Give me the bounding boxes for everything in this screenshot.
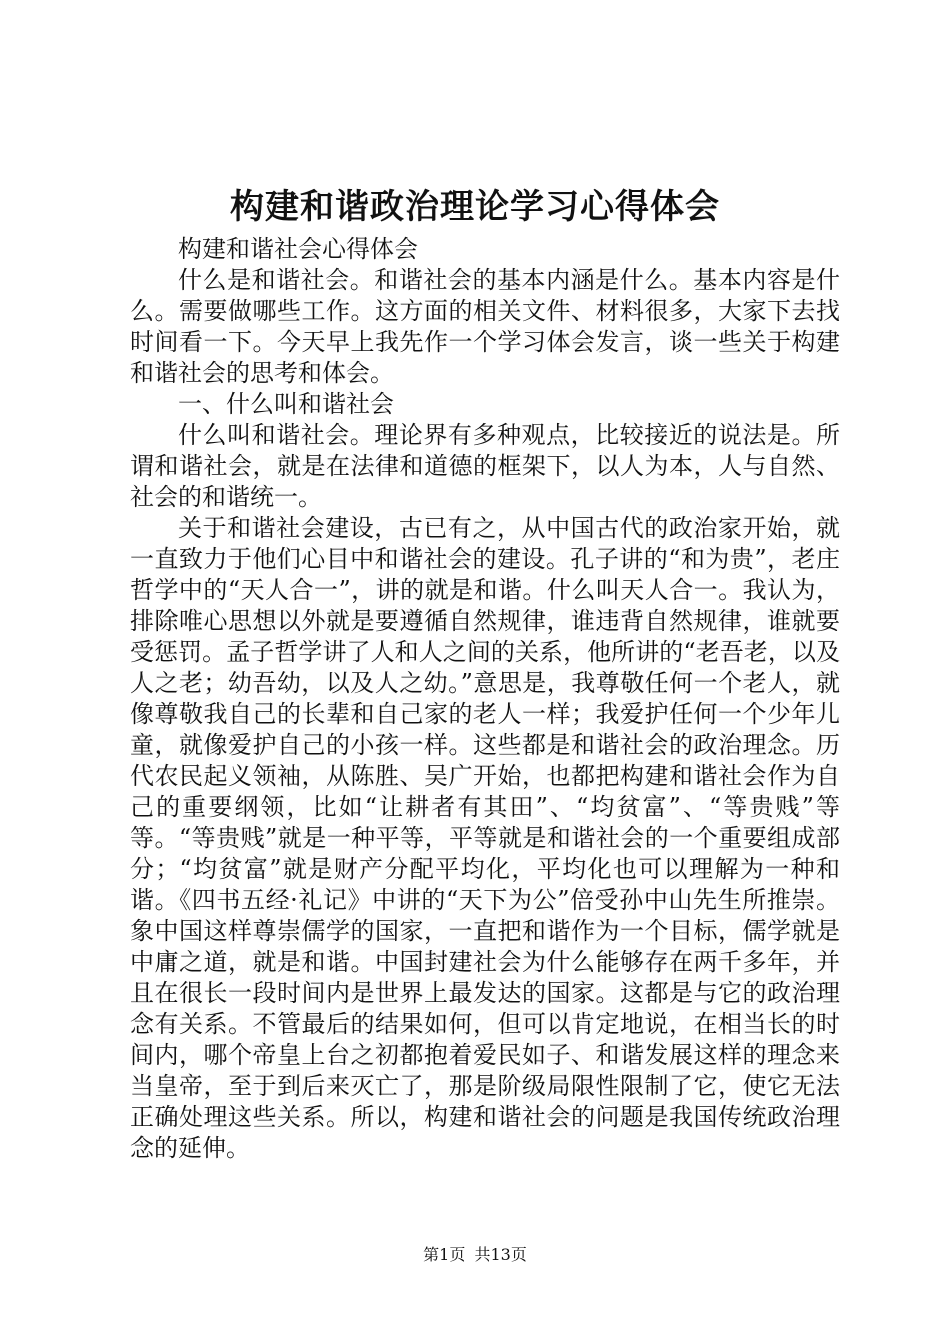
page-footer [0,1244,950,1266]
document-title: 构建和谐政治理论学习心得体会 [230,187,720,227]
document-body [130,234,840,1164]
paragraph-subtitle: 构建和谐社会心得体会 [178,235,418,263]
paragraph-history: 关于和谐社会建设，古已有之，从中国古代的政治家开始，就一直致力于他们心目中和谐社会的建设。孔子讲的“和为贵”，老庄哲学中的“天人合一”，讲的就是和谐。什么叫天人合一。我认为，排除唯心思想以外就是要遵循自然规律，谁违背自然规律，谁就要受惩罚。孟子哲学讲了人和人之间的关系，他所讲的“老吾老，以及人之老；幼吾幼，以及人之幼。”意思是，我尊敬任何一个老人，就像尊敬我自己的长辈和自己家的老人一样；我爱护任何一个少年儿童，就像爱护自己的小孩一样。这些都是和谐社会的政治理念。历代农民起义领袖，从陈胜、吴广开始，也都把构建和谐社会作为自己的重要纲领，比如“让耕者有其田”、“均贫富”、“等贵贱”等等。“等贵贱”就是一种平等，平等就是和谐社会的一个重要组成部分；“均贫富”就是财产分配平均化，平均化也可以理解为一种和谐。《四书五经·礼记》中讲的“天下为公”倍受孙中山先生所推崇。象中国这样尊崇儒学的国家，一直把和谐作为一个目标，儒学就是中庸之道，就是和谐。中国封建社会为什么能够存在两千多年，并且在很长一段时间内是世界上最发达的国家。这都是与它的政治理念有关系。不管最后的结果如何，但可以肯定地说，在相当长的时间内，哪个帝皇上台之初都抱着爱民如子、和谐发展这样的理念来当皇帝，至于到后来灭亡了，那是阶级局限性限制了它，使它无法正确处理这些关系。所以，构建和谐社会的问题是我国传统政治理念的延伸。 [130,514,840,1162]
page-number: 第1页 [423,1245,466,1264]
paragraph-intro: 什么是和谐社会。和谐社会的基本内涵是什么。基本内容是什么。需要做哪些工作。这方面的相关文件、材料很多，大家下去找时间看一下。今天早上我先作一个学习体会发言，谈一些关于构建和谐社会的思考和体会。 [130,266,840,387]
page-total: 共13页 [474,1245,527,1264]
paragraph-definition: 什么叫和谐社会。理论界有多种观点，比较接近的说法是。所谓和谐社会，就是在法律和道德的框架下，以人为本，人与自然、社会的和谐统一。 [130,421,840,511]
section-heading: 一、什么叫和谐社会 [178,390,394,418]
